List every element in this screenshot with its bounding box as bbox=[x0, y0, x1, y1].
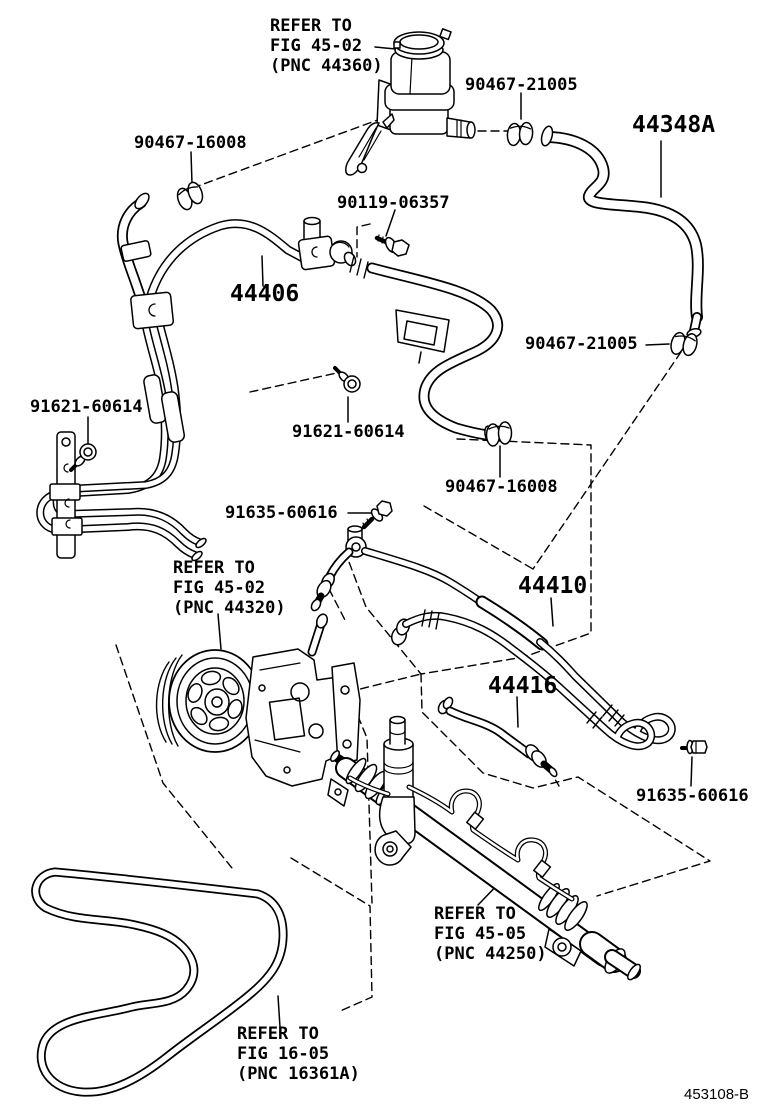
hose-44348a-drawing bbox=[540, 125, 702, 339]
part-number-91635-60616-top: 91635-60616 bbox=[225, 503, 338, 523]
part-number-91635-60616-bottom: 91635-60616 bbox=[636, 786, 749, 806]
part-number-44416: 44416 bbox=[488, 673, 558, 699]
part-number-90467-16008-top: 90467-16008 bbox=[134, 133, 247, 153]
part-number-90119-06357: 90119-06357 bbox=[337, 193, 450, 213]
refer-note-line: REFER TO bbox=[434, 904, 516, 924]
refer-note-line: (PNC 44250) bbox=[434, 944, 547, 964]
part-number-91621-60614-left: 91621-60614 bbox=[30, 397, 143, 417]
refer-note-line: (PNC 44320) bbox=[173, 598, 286, 618]
refer-note-line: FIG 45-02 bbox=[270, 36, 363, 56]
refer-note-line: FIG 45-02 bbox=[173, 578, 266, 598]
part-number-90467-16008-mid: 90467-16008 bbox=[445, 477, 558, 497]
pump-drawing bbox=[157, 613, 360, 786]
part-number-90467-21005-top: 90467-21005 bbox=[465, 75, 578, 95]
refer-note-belt bbox=[237, 1024, 360, 1084]
refer-note-line: (PNC 44360) bbox=[270, 56, 383, 76]
refer-note-rack bbox=[434, 904, 547, 964]
part-number-90467-21005-mid: 90467-21005 bbox=[525, 334, 638, 354]
part-number-44406: 44406 bbox=[230, 281, 300, 307]
refer-note-line: REFER TO bbox=[173, 558, 255, 578]
part-number-44410: 44410 bbox=[518, 573, 588, 599]
refer-note-reservoir bbox=[270, 16, 383, 76]
refer-note-line: REFER TO bbox=[237, 1024, 319, 1044]
part-number-91621-60614-mid: 91621-60614 bbox=[292, 422, 405, 442]
tube-44410-drawing bbox=[310, 526, 672, 746]
refer-note-line: FIG 16-05 bbox=[237, 1044, 330, 1064]
refer-note-pump bbox=[173, 558, 286, 618]
refer-note-line: (PNC 16361A) bbox=[237, 1064, 360, 1084]
refer-note-line: REFER TO bbox=[270, 16, 352, 36]
hose-44416-drawing bbox=[436, 696, 558, 778]
part-number-44348a: 44348A bbox=[632, 112, 716, 138]
figure-code: 453108-B bbox=[684, 1086, 750, 1103]
refer-note-line: FIG 45-05 bbox=[434, 924, 527, 944]
